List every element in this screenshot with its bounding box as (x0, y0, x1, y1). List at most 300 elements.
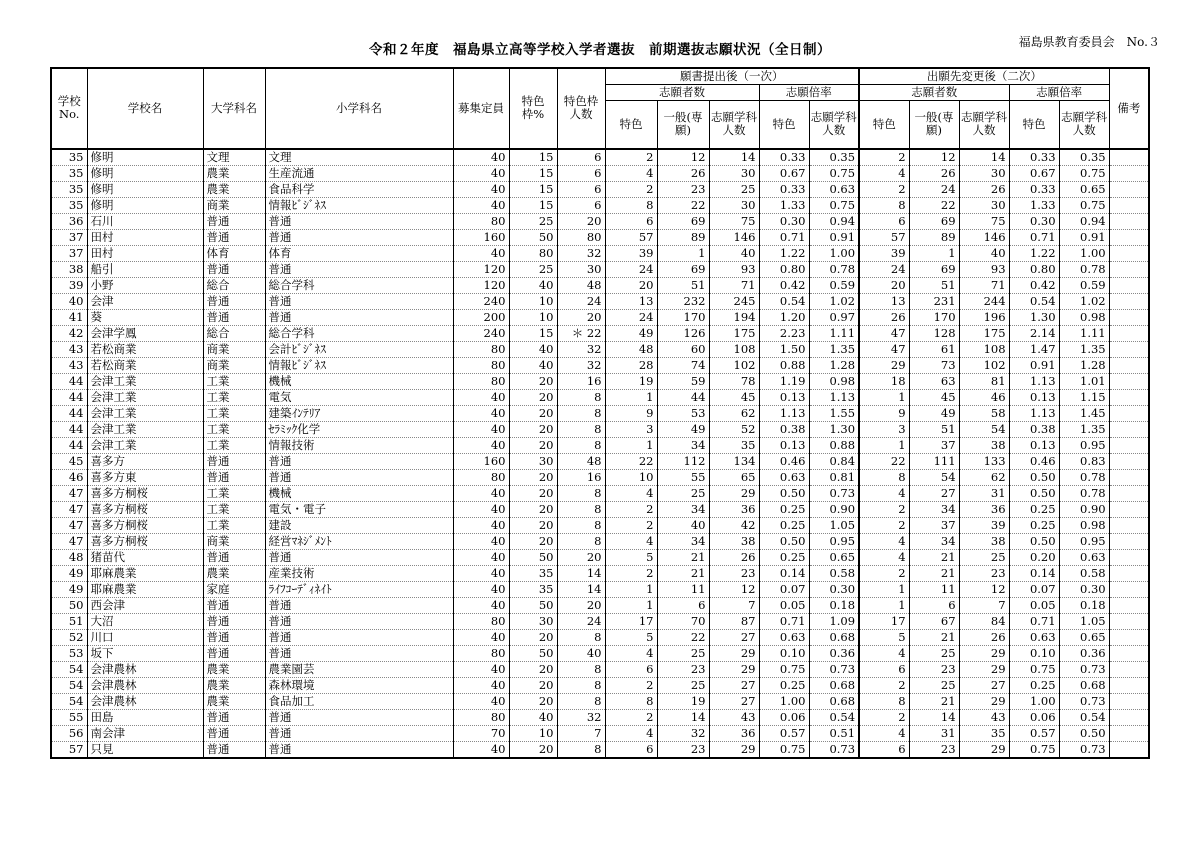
cell-school-name: 田島 (87, 709, 203, 725)
cell-remarks (1109, 645, 1149, 661)
cell-major: 農業 (203, 693, 265, 709)
cell-special-2: 1 (859, 437, 909, 453)
cell-special-2: 5 (859, 629, 909, 645)
cell-total-2: 7 (959, 597, 1009, 613)
cell-special-1: 4 (605, 533, 657, 549)
cell-school-no: 57 (51, 741, 87, 758)
cell-ratio-special-1: 0.63 (759, 629, 809, 645)
cell-special-num: 20 (557, 597, 605, 613)
cell-general-2: 6 (909, 597, 959, 613)
cell-ratio-special-1: 1.22 (759, 245, 809, 261)
cell-school-name: 会津学鳳 (87, 325, 203, 341)
cell-total-1: 7 (709, 597, 759, 613)
cell-remarks (1109, 661, 1149, 677)
cell-special-num: 40 (557, 645, 605, 661)
header-general-1: 一般(専願) (657, 101, 709, 149)
cell-general-1: 25 (657, 645, 709, 661)
cell-special-pct: 20 (509, 389, 557, 405)
cell-ratio-total-1: 1.11 (809, 325, 859, 341)
cell-special-2: 4 (859, 645, 909, 661)
cell-school-no: 44 (51, 437, 87, 453)
cell-school-no: 41 (51, 309, 87, 325)
cell-special-2: 1 (859, 581, 909, 597)
cell-general-1: 12 (657, 149, 709, 166)
cell-ratio-special-1: 0.33 (759, 181, 809, 197)
cell-major: 農業 (203, 661, 265, 677)
cell-major: 商業 (203, 357, 265, 373)
cell-capacity: 80 (453, 645, 509, 661)
cell-total-2: 29 (959, 661, 1009, 677)
cell-ratio-special-1: 0.71 (759, 229, 809, 245)
cell-ratio-special-1: 0.50 (759, 485, 809, 501)
cell-ratio-total-2: 0.98 (1059, 517, 1109, 533)
cell-total-1: 71 (709, 277, 759, 293)
cell-special-1: 4 (605, 725, 657, 741)
cell-special-num: 32 (557, 357, 605, 373)
cell-special-num: 24 (557, 293, 605, 309)
header-ratio-1: 志願倍率 (759, 85, 859, 101)
cell-ratio-total-1: 0.84 (809, 453, 859, 469)
cell-ratio-special-2: 0.06 (1009, 709, 1059, 725)
cell-minor: 建築ｲﾝﾃﾘｱ (265, 405, 453, 421)
cell-special-2: 57 (859, 229, 909, 245)
cell-ratio-total-2: 0.95 (1059, 533, 1109, 549)
cell-ratio-total-2: 0.73 (1059, 741, 1109, 758)
cell-minor: 普通 (265, 229, 453, 245)
cell-capacity: 120 (453, 277, 509, 293)
cell-capacity: 40 (453, 197, 509, 213)
table-row (51, 277, 1149, 293)
cell-special-num: 7 (557, 725, 605, 741)
cell-ratio-special-2: 0.38 (1009, 421, 1059, 437)
cell-school-no: 38 (51, 261, 87, 277)
cell-general-2: 89 (909, 229, 959, 245)
cell-special-num: 6 (557, 197, 605, 213)
cell-minor: 経営ﾏﾈｼﾞﾒﾝﾄ (265, 533, 453, 549)
cell-capacity: 40 (453, 629, 509, 645)
cell-ratio-total-2: 1.01 (1059, 373, 1109, 389)
table-row (51, 213, 1149, 229)
cell-total-2: 39 (959, 517, 1009, 533)
cell-school-name: 只見 (87, 741, 203, 758)
cell-total-2: 84 (959, 613, 1009, 629)
cell-ratio-total-1: 1.35 (809, 341, 859, 357)
cell-special-num: 80 (557, 229, 605, 245)
cell-ratio-special-1: 0.42 (759, 277, 809, 293)
cell-minor: 食品加工 (265, 693, 453, 709)
cell-special-2: 1 (859, 389, 909, 405)
cell-special-pct: 20 (509, 373, 557, 389)
cell-general-1: 23 (657, 661, 709, 677)
cell-ratio-special-2: 1.33 (1009, 197, 1059, 213)
cell-general-1: 19 (657, 693, 709, 709)
cell-general-2: 21 (909, 629, 959, 645)
cell-special-2: 2 (859, 149, 909, 166)
header-minor: 小学科名 (265, 68, 453, 149)
cell-ratio-total-1: 0.54 (809, 709, 859, 725)
cell-ratio-special-2: 2.14 (1009, 325, 1059, 341)
cell-ratio-special-1: 0.54 (759, 293, 809, 309)
cell-general-2: 69 (909, 261, 959, 277)
header-ratio-special-1: 特色 (759, 101, 809, 149)
cell-remarks (1109, 549, 1149, 565)
cell-ratio-total-1: 0.73 (809, 485, 859, 501)
cell-capacity: 70 (453, 725, 509, 741)
cell-school-no: 35 (51, 197, 87, 213)
cell-remarks (1109, 309, 1149, 325)
cell-ratio-total-2: 1.00 (1059, 245, 1109, 261)
applicant-table (50, 67, 1150, 759)
cell-ratio-special-1: 0.38 (759, 421, 809, 437)
cell-special-1: 39 (605, 245, 657, 261)
cell-ratio-total-1: 1.09 (809, 613, 859, 629)
cell-ratio-total-1: 0.73 (809, 741, 859, 758)
header-school-no: 学校No. (51, 68, 87, 149)
cell-special-pct: 30 (509, 613, 557, 629)
cell-minor: 生産流通 (265, 165, 453, 181)
header-ratio-total-2: 志願学科人数 (1059, 101, 1109, 149)
cell-total-2: 146 (959, 229, 1009, 245)
cell-school-no: 47 (51, 517, 87, 533)
cell-special-1: 17 (605, 613, 657, 629)
cell-ratio-total-2: 1.28 (1059, 357, 1109, 373)
cell-special-num: 8 (557, 405, 605, 421)
header-total-1: 志願学科人数 (709, 101, 759, 149)
cell-ratio-special-2: 0.71 (1009, 229, 1059, 245)
cell-capacity: 80 (453, 613, 509, 629)
cell-special-num: 16 (557, 373, 605, 389)
table-row (51, 725, 1149, 741)
cell-ratio-special-1: 0.05 (759, 597, 809, 613)
cell-general-1: 32 (657, 725, 709, 741)
cell-general-2: 61 (909, 341, 959, 357)
cell-ratio-total-1: 0.90 (809, 501, 859, 517)
cell-total-2: 43 (959, 709, 1009, 725)
cell-school-name: 修明 (87, 197, 203, 213)
cell-school-no: 50 (51, 597, 87, 613)
cell-special-pct: 15 (509, 325, 557, 341)
cell-major: 工業 (203, 437, 265, 453)
cell-special-1: 2 (605, 501, 657, 517)
cell-special-pct: 20 (509, 533, 557, 549)
cell-school-name: 猪苗代 (87, 549, 203, 565)
cell-general-1: 40 (657, 517, 709, 533)
cell-special-1: 49 (605, 325, 657, 341)
cell-ratio-special-1: 0.14 (759, 565, 809, 581)
cell-special-num: ＊ 22 (557, 325, 605, 341)
header-applicants-1: 志願者数 (605, 85, 759, 101)
cell-special-num: 6 (557, 149, 605, 166)
cell-special-1: 2 (605, 149, 657, 166)
cell-major: 商業 (203, 197, 265, 213)
cell-ratio-total-2: 0.73 (1059, 693, 1109, 709)
cell-capacity: 80 (453, 709, 509, 725)
cell-ratio-total-1: 1.00 (809, 245, 859, 261)
cell-special-1: 22 (605, 453, 657, 469)
cell-major: 農業 (203, 181, 265, 197)
cell-ratio-total-1: 0.51 (809, 725, 859, 741)
cell-ratio-special-2: 0.54 (1009, 293, 1059, 309)
cell-special-num: 8 (557, 677, 605, 693)
cell-special-1: 19 (605, 373, 657, 389)
cell-school-name: 会津 (87, 293, 203, 309)
cell-major: 工業 (203, 517, 265, 533)
cell-special-1: 1 (605, 581, 657, 597)
header-ratio-2: 志願倍率 (1009, 85, 1109, 101)
cell-ratio-total-2: 0.54 (1059, 709, 1109, 725)
cell-total-2: 40 (959, 245, 1009, 261)
cell-total-2: 102 (959, 357, 1009, 373)
cell-special-1: 2 (605, 677, 657, 693)
cell-remarks (1109, 181, 1149, 197)
cell-remarks (1109, 405, 1149, 421)
cell-school-name: 会津工業 (87, 389, 203, 405)
cell-minor: 会計ﾋﾞｼﾞﾈｽ (265, 341, 453, 357)
cell-general-1: 74 (657, 357, 709, 373)
table-row (51, 245, 1149, 261)
cell-ratio-total-2: 0.30 (1059, 581, 1109, 597)
cell-special-2: 47 (859, 341, 909, 357)
cell-capacity: 40 (453, 533, 509, 549)
cell-special-1: 10 (605, 469, 657, 485)
cell-total-2: 196 (959, 309, 1009, 325)
cell-remarks (1109, 373, 1149, 389)
cell-general-1: 25 (657, 485, 709, 501)
cell-ratio-total-1: 1.05 (809, 517, 859, 533)
cell-minor: 総合学科 (265, 277, 453, 293)
header-ratio-special-2: 特色 (1009, 101, 1059, 149)
cell-ratio-total-1: 0.68 (809, 693, 859, 709)
cell-ratio-total-1: 0.68 (809, 629, 859, 645)
cell-ratio-special-1: 0.13 (759, 389, 809, 405)
cell-total-2: 38 (959, 437, 1009, 453)
cell-special-2: 47 (859, 325, 909, 341)
cell-major: 総合 (203, 277, 265, 293)
cell-special-pct: 50 (509, 549, 557, 565)
cell-total-1: 36 (709, 725, 759, 741)
cell-ratio-total-1: 0.63 (809, 181, 859, 197)
cell-special-1: 24 (605, 261, 657, 277)
cell-total-1: 27 (709, 693, 759, 709)
cell-general-1: 53 (657, 405, 709, 421)
cell-remarks (1109, 485, 1149, 501)
cell-capacity: 80 (453, 469, 509, 485)
cell-school-no: 45 (51, 453, 87, 469)
cell-ratio-total-2: 0.98 (1059, 309, 1109, 325)
cell-special-num: 8 (557, 661, 605, 677)
cell-total-2: 25 (959, 549, 1009, 565)
cell-special-1: 48 (605, 341, 657, 357)
cell-total-1: 87 (709, 613, 759, 629)
cell-capacity: 40 (453, 741, 509, 758)
cell-general-1: 1 (657, 245, 709, 261)
cell-total-1: 75 (709, 213, 759, 229)
cell-total-2: 30 (959, 165, 1009, 181)
table-row (51, 165, 1149, 181)
cell-minor: 情報ﾋﾞｼﾞﾈｽ (265, 357, 453, 373)
cell-ratio-special-2: 0.25 (1009, 501, 1059, 517)
cell-capacity: 80 (453, 341, 509, 357)
cell-general-1: 22 (657, 197, 709, 213)
cell-special-num: 14 (557, 565, 605, 581)
cell-general-1: 89 (657, 229, 709, 245)
cell-school-name: 修明 (87, 181, 203, 197)
cell-remarks (1109, 325, 1149, 341)
cell-special-pct: 20 (509, 485, 557, 501)
cell-total-1: 35 (709, 437, 759, 453)
cell-school-name: 会津工業 (87, 373, 203, 389)
cell-ratio-total-2: 0.63 (1059, 549, 1109, 565)
cell-ratio-special-2: 0.67 (1009, 165, 1059, 181)
cell-general-2: 37 (909, 517, 959, 533)
cell-minor: 普通 (265, 725, 453, 741)
cell-school-name: 会津農林 (87, 661, 203, 677)
cell-special-2: 2 (859, 677, 909, 693)
cell-total-1: 29 (709, 741, 759, 758)
cell-total-1: 29 (709, 661, 759, 677)
cell-general-1: 14 (657, 709, 709, 725)
cell-ratio-total-2: 0.78 (1059, 469, 1109, 485)
cell-major: 普通 (203, 309, 265, 325)
cell-special-2: 6 (859, 661, 909, 677)
cell-capacity: 40 (453, 149, 509, 166)
cell-school-no: 44 (51, 421, 87, 437)
cell-special-num: 32 (557, 341, 605, 357)
cell-capacity: 120 (453, 261, 509, 277)
header-group-first: 願書提出後（一次） (605, 68, 859, 85)
cell-ratio-special-2: 1.00 (1009, 693, 1059, 709)
cell-special-pct: 20 (509, 405, 557, 421)
cell-school-name: 石川 (87, 213, 203, 229)
cell-special-2: 1 (859, 597, 909, 613)
cell-total-1: 65 (709, 469, 759, 485)
cell-minor: 森林環境 (265, 677, 453, 693)
table-row (51, 405, 1149, 421)
cell-remarks (1109, 629, 1149, 645)
cell-ratio-special-1: 0.57 (759, 725, 809, 741)
cell-total-2: 14 (959, 149, 1009, 166)
cell-capacity: 40 (453, 581, 509, 597)
cell-capacity: 40 (453, 165, 509, 181)
cell-ratio-special-2: 0.20 (1009, 549, 1059, 565)
cell-ratio-total-2: 0.59 (1059, 277, 1109, 293)
cell-general-1: 170 (657, 309, 709, 325)
cell-special-2: 17 (859, 613, 909, 629)
cell-ratio-special-2: 0.80 (1009, 261, 1059, 277)
cell-ratio-special-1: 0.25 (759, 501, 809, 517)
cell-ratio-special-1: 1.13 (759, 405, 809, 421)
cell-general-1: 11 (657, 581, 709, 597)
cell-ratio-total-1: 0.97 (809, 309, 859, 325)
cell-major: 普通 (203, 469, 265, 485)
cell-school-no: 44 (51, 373, 87, 389)
cell-ratio-total-1: 0.81 (809, 469, 859, 485)
issuer-label: 福島県教育委員会 No.３ (1018, 35, 1160, 49)
cell-special-2: 3 (859, 421, 909, 437)
cell-total-1: 62 (709, 405, 759, 421)
table-row (51, 469, 1149, 485)
cell-school-name: 坂下 (87, 645, 203, 661)
cell-minor: 普通 (265, 309, 453, 325)
cell-special-pct: 30 (509, 453, 557, 469)
cell-special-2: 2 (859, 709, 909, 725)
cell-general-1: 34 (657, 437, 709, 453)
cell-capacity: 80 (453, 213, 509, 229)
cell-ratio-special-1: 0.50 (759, 533, 809, 549)
cell-general-2: 37 (909, 437, 959, 453)
cell-special-2: 8 (859, 693, 909, 709)
cell-ratio-total-2: 1.05 (1059, 613, 1109, 629)
cell-school-no: 51 (51, 613, 87, 629)
cell-remarks (1109, 725, 1149, 741)
cell-special-2: 24 (859, 261, 909, 277)
cell-ratio-total-2: 1.45 (1059, 405, 1109, 421)
cell-ratio-total-1: 0.75 (809, 165, 859, 181)
cell-school-name: 喜多方桐桜 (87, 501, 203, 517)
cell-school-no: 49 (51, 565, 87, 581)
cell-remarks (1109, 709, 1149, 725)
cell-remarks (1109, 277, 1149, 293)
table-row (51, 341, 1149, 357)
cell-school-no: 54 (51, 693, 87, 709)
cell-general-2: 45 (909, 389, 959, 405)
table-row (51, 517, 1149, 533)
cell-remarks (1109, 261, 1149, 277)
cell-special-num: 32 (557, 709, 605, 725)
cell-ratio-total-2: 0.35 (1059, 149, 1109, 166)
cell-general-1: 34 (657, 501, 709, 517)
cell-special-pct: 10 (509, 309, 557, 325)
cell-minor: 普通 (265, 261, 453, 277)
cell-ratio-special-1: 1.19 (759, 373, 809, 389)
cell-total-1: 27 (709, 677, 759, 693)
cell-major: 農業 (203, 165, 265, 181)
cell-special-2: 26 (859, 309, 909, 325)
cell-special-1: 2 (605, 517, 657, 533)
cell-minor: 普通 (265, 741, 453, 758)
cell-ratio-special-2: 0.42 (1009, 277, 1059, 293)
cell-capacity: 40 (453, 549, 509, 565)
cell-ratio-special-1: 0.30 (759, 213, 809, 229)
cell-total-1: 45 (709, 389, 759, 405)
table-row (51, 677, 1149, 693)
cell-total-1: 175 (709, 325, 759, 341)
cell-general-2: 63 (909, 373, 959, 389)
cell-minor: 機械 (265, 373, 453, 389)
cell-ratio-total-2: 0.75 (1059, 165, 1109, 181)
table-row (51, 389, 1149, 405)
cell-remarks (1109, 565, 1149, 581)
cell-minor: 普通 (265, 645, 453, 661)
cell-total-2: 29 (959, 645, 1009, 661)
cell-special-num: 8 (557, 485, 605, 501)
cell-ratio-special-1: 1.50 (759, 341, 809, 357)
cell-school-name: 若松商業 (87, 357, 203, 373)
table-row (51, 565, 1149, 581)
cell-ratio-special-2: 0.33 (1009, 181, 1059, 197)
cell-general-2: 27 (909, 485, 959, 501)
table-row (51, 357, 1149, 373)
cell-ratio-total-2: 0.78 (1059, 261, 1109, 277)
cell-ratio-total-1: 0.73 (809, 661, 859, 677)
cell-ratio-total-2: 0.18 (1059, 597, 1109, 613)
cell-ratio-total-2: 1.35 (1059, 341, 1109, 357)
cell-total-2: 58 (959, 405, 1009, 421)
cell-ratio-total-1: 0.78 (809, 261, 859, 277)
cell-special-num: 16 (557, 469, 605, 485)
cell-remarks (1109, 341, 1149, 357)
cell-capacity: 40 (453, 245, 509, 261)
